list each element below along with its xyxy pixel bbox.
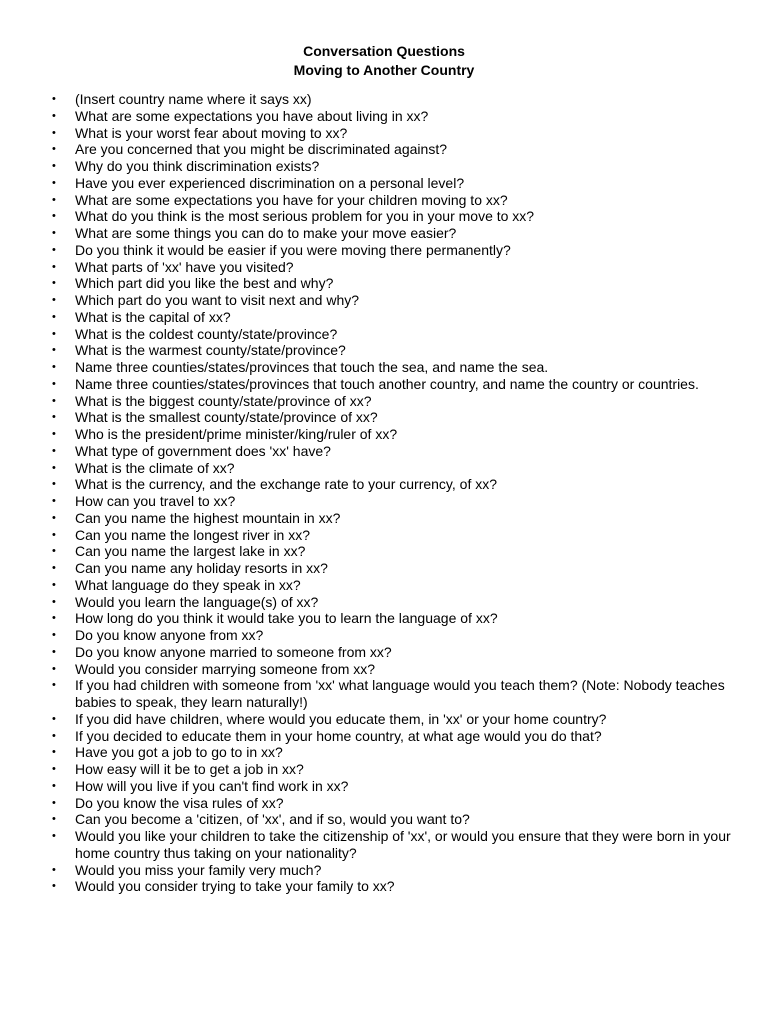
bullet-icon: • — [52, 511, 56, 524]
list-item — [52, 795, 732, 812]
bullet-icon: • — [52, 327, 56, 340]
list-item — [52, 828, 732, 862]
bullet-icon: • — [52, 109, 56, 122]
list-item — [52, 409, 732, 426]
bullet-icon: • — [52, 143, 56, 156]
list-item — [52, 728, 732, 745]
question-text: What is the warmest county/state/province? — [75, 342, 346, 359]
question-text: Can you name the largest lake in xx? — [75, 543, 306, 560]
list-item — [52, 91, 732, 108]
list-item — [52, 158, 732, 175]
bullet-icon: • — [52, 880, 56, 893]
list-item — [52, 862, 732, 879]
question-text: Why do you think discrimination exists? — [75, 158, 320, 174]
bullet-icon: • — [52, 612, 56, 625]
question-text: How will you live if you can't find work in xx? — [75, 777, 349, 794]
page-subtitle: Moving to Another Country — [293, 62, 475, 78]
bullet-icon: • — [52, 461, 56, 474]
bullet-icon: • — [52, 377, 56, 390]
bullet-icon: • — [52, 344, 56, 357]
question-text: What is the currency, and the exchange rate to your currency, of xx? — [75, 476, 498, 493]
bullet-icon: • — [52, 126, 56, 139]
bullet-icon: • — [52, 93, 56, 105]
list-item — [52, 644, 732, 661]
question-text: Can you become a 'citizen, of 'xx', and if so, would you want to? — [75, 811, 470, 828]
question-text: Have you ever experienced discrimination on a personal level? — [75, 174, 465, 191]
question-text: Do you know the visa rules of xx? — [75, 794, 284, 811]
question-text: Do you know anyone from xx? — [75, 627, 264, 643]
bullet-icon: • — [52, 193, 56, 206]
question-text: Can you name any holiday resorts in xx? — [75, 560, 328, 576]
list-item — [52, 326, 732, 343]
list-item — [52, 359, 732, 376]
bullet-icon: • — [52, 444, 56, 457]
list-item — [52, 661, 732, 678]
list-item — [52, 175, 732, 192]
list-item — [52, 108, 732, 125]
question-text: Do you think it would be easier if you were moving there permanently? — [75, 241, 511, 258]
list-item — [52, 744, 732, 761]
bullet-icon: • — [52, 813, 56, 826]
bullet-icon: • — [52, 545, 56, 558]
list-item — [52, 342, 732, 359]
bullet-icon: • — [52, 394, 56, 407]
list-item — [52, 594, 732, 611]
bullet-icon: • — [52, 160, 56, 172]
list-item — [52, 376, 732, 393]
bullet-icon: • — [52, 361, 56, 373]
bullet-icon: • — [52, 411, 56, 424]
bullet-icon: • — [52, 729, 56, 742]
list-item — [52, 460, 732, 477]
question-text: Can you name the longest river in xx? — [75, 526, 311, 543]
list-item — [52, 443, 732, 460]
list-item — [52, 677, 732, 711]
list-item — [52, 192, 732, 209]
bullet-icon: • — [52, 478, 56, 491]
question-list — [52, 91, 732, 895]
bullet-icon: • — [52, 176, 56, 189]
list-item — [52, 141, 732, 158]
list-item — [52, 543, 732, 560]
bullet-icon: • — [52, 277, 56, 290]
question-text: Which part did you like the best and why? — [75, 275, 334, 292]
question-text: What is the smallest county/state/province of xx? — [75, 409, 378, 426]
list-item — [52, 426, 732, 443]
question-text: Name three counties/states/provinces that touch the sea, and name the sea. — [75, 359, 549, 375]
bullet-icon: • — [52, 679, 56, 692]
question-text: How long do you think it would take you to learn the language of xx? — [75, 610, 498, 627]
bullet-icon: • — [52, 796, 56, 809]
bullet-icon: • — [52, 310, 56, 323]
question-text: What language do they speak in xx? — [75, 576, 301, 593]
bullet-icon: • — [52, 712, 56, 725]
page-title: Conversation Questions — [303, 43, 465, 59]
question-text: What are some things you can do to make your move easier? — [75, 225, 457, 241]
bullet-icon: • — [52, 830, 56, 842]
list-item — [52, 577, 732, 594]
bullet-icon: • — [52, 779, 56, 792]
question-text: Are you concerned that you might be discriminated against? — [75, 141, 447, 158]
question-text: Would you learn the language(s) of xx? — [75, 593, 319, 610]
question-text: What is your worst fear about moving to xx? — [75, 124, 348, 141]
bullet-icon: • — [52, 863, 56, 876]
bullet-icon: • — [52, 595, 56, 608]
question-text: How easy will it be to get a job in xx? — [75, 761, 304, 777]
list-item — [52, 309, 732, 326]
question-text: What do you think is the most serious problem for you in your move to xx? — [75, 208, 535, 225]
list-item — [52, 560, 732, 577]
bullet-icon: • — [52, 528, 56, 541]
list-item — [52, 527, 732, 544]
question-text: Would you like your children to take the citizenship of 'xx', or would you ensure that they were born in your home country thus taking on your nationality? — [75, 828, 731, 861]
bullet-icon: • — [52, 645, 56, 658]
question-text: Have you got a job to go to in xx? — [75, 744, 283, 761]
list-item — [52, 208, 732, 225]
question-text: Would you consider trying to take your family to xx? — [75, 878, 395, 895]
list-item — [52, 510, 732, 527]
bullet-icon: • — [52, 629, 56, 641]
bullet-icon: • — [52, 210, 56, 223]
question-text: If you did have children, where would you educate them, in 'xx' or your home country? — [75, 710, 607, 727]
list-item — [52, 761, 732, 778]
list-item — [52, 225, 732, 242]
question-text: What are some expectations you have about living in xx? — [75, 107, 429, 124]
bullet-icon: • — [52, 662, 56, 675]
list-item — [52, 778, 732, 795]
question-text: If you decided to educate them in your home country, at what age would you do that? — [75, 727, 602, 744]
question-text: If you had children with someone from 'xx' what language would you teach them? (Note: Nobody teaches babies to speak, they learn naturally!) — [75, 677, 725, 710]
bullet-icon: • — [52, 428, 56, 440]
question-text: What parts of 'xx' have you visited? — [75, 258, 294, 275]
list-item — [52, 242, 732, 259]
bullet-icon: • — [52, 763, 56, 775]
question-text: Do you know anyone married to someone from xx? — [75, 643, 392, 660]
question-text: (Insert country name where it says xx) — [75, 91, 312, 107]
bullet-icon: • — [52, 495, 56, 507]
bullet-icon: • — [52, 294, 56, 306]
list-item — [52, 259, 732, 276]
question-text: Can you name the highest mountain in xx? — [75, 509, 341, 526]
question-text: Would you miss your family very much? — [75, 861, 322, 878]
list-item — [52, 125, 732, 142]
list-item — [52, 711, 732, 728]
question-text: What is the biggest county/state/province of xx? — [75, 392, 372, 409]
question-text: What is the coldest county/state/province? — [75, 325, 338, 342]
list-item — [52, 627, 732, 644]
question-text: Which part do you want to visit next and why? — [75, 292, 360, 308]
question-text: Who is the president/prime minister/king/ruler of xx? — [75, 426, 398, 442]
question-text: What is the climate of xx? — [75, 459, 235, 476]
question-text: Would you consider marrying someone from xx? — [75, 660, 376, 677]
question-text: How can you travel to xx? — [75, 493, 236, 509]
question-text: What are some expectations you have for your children moving to xx? — [75, 191, 508, 208]
list-item — [52, 292, 732, 309]
question-text: What type of government does 'xx' have? — [75, 442, 331, 459]
question-text: Name three counties/states/provinces that touch another country, and name the country or countries. — [75, 375, 699, 392]
list-item — [52, 275, 732, 292]
list-item — [52, 493, 732, 510]
list-item — [52, 393, 732, 410]
question-text: What is the capital of xx? — [75, 308, 231, 325]
bullet-icon: • — [52, 227, 56, 239]
list-item — [52, 610, 732, 627]
bullet-icon: • — [52, 562, 56, 574]
bullet-icon: • — [52, 260, 56, 273]
list-item — [52, 878, 732, 895]
bullet-icon: • — [52, 578, 56, 591]
list-item — [52, 811, 732, 828]
document-heading — [0, 42, 768, 80]
list-item — [52, 476, 732, 493]
bullet-icon: • — [52, 746, 56, 759]
bullet-icon: • — [52, 243, 56, 256]
